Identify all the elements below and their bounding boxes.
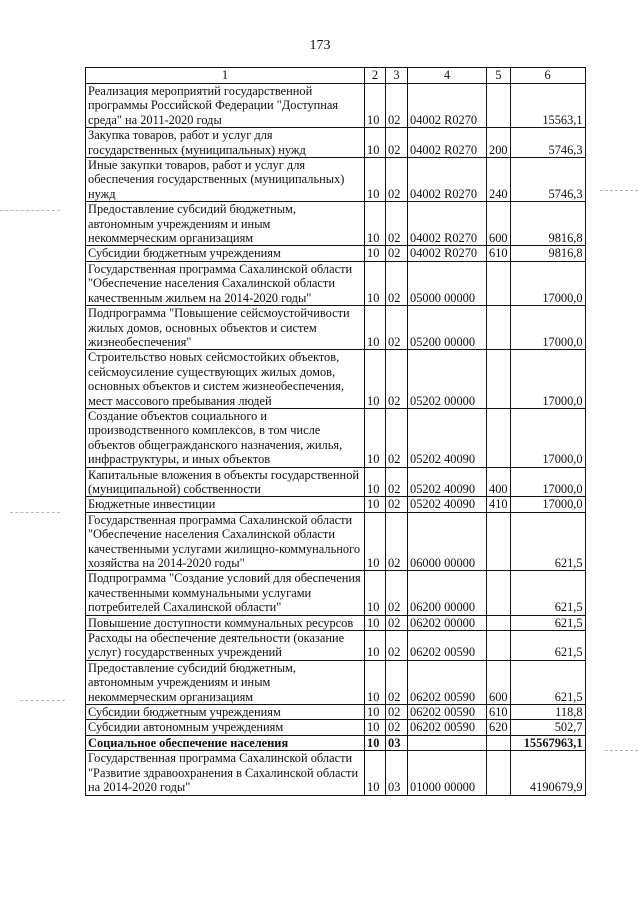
row-expense-type [487,615,511,630]
row-subsection: 02 [386,705,408,720]
table-row [86,408,586,467]
row-amount: 621,5 [510,512,585,571]
row-subsection: 02 [386,467,408,497]
row-expense-type: 600 [487,660,511,704]
row-expense-type [487,571,511,615]
row-description: Социальное обеспечение населения [86,735,365,750]
table-row [86,615,586,630]
row-amount: 17000,0 [510,306,585,350]
row-description: Субсидии бюджетным учреждениям [86,705,365,720]
row-subsection: 02 [386,615,408,630]
row-amount: 17000,0 [510,261,585,305]
row-target-article: 06000 00000 [408,512,487,571]
row-amount: 9816,8 [510,246,585,261]
scan-artifact [605,750,638,751]
header-col-4: 4 [408,68,487,84]
table-row [86,261,586,305]
row-subsection: 02 [386,631,408,661]
row-subsection: 02 [386,246,408,261]
table-body [86,84,586,796]
row-amount: 621,5 [510,631,585,661]
row-subsection: 03 [386,735,408,750]
row-expense-type [487,512,511,571]
row-target-article: 06202 00590 [408,631,487,661]
row-target-article: 05000 00000 [408,261,487,305]
row-description: Государственная программа Сахалинской области "Развитие здравоохранения в Сахалинской области на 2014-2020 годы" [86,751,365,795]
row-expense-type [487,751,511,795]
table-row [86,158,586,202]
row-section: 10 [365,261,386,305]
row-subsection: 02 [386,497,408,512]
row-subsection: 02 [386,512,408,571]
row-expense-type: 610 [487,705,511,720]
row-amount: 621,5 [510,571,585,615]
row-expense-type [487,306,511,350]
row-description: Предоставление субсидий бюджетным, автономным учреждениям и иным некоммерческим организациям [86,660,365,704]
table-row [86,350,586,409]
table-row [86,128,586,158]
row-subsection: 02 [386,408,408,467]
page-number: 173 [309,38,331,53]
row-target-article: 05200 00000 [408,306,487,350]
row-description: Предоставление субсидий бюджетным, автономным учреждениям и иным некоммерческим организациям [86,202,365,246]
row-expense-type: 610 [487,246,511,261]
row-amount: 118,8 [510,705,585,720]
row-expense-type: 600 [487,202,511,246]
row-amount: 15567963,1 [510,735,585,750]
scan-artifact [600,190,638,191]
scan-artifact [20,700,65,701]
table-row [86,202,586,246]
row-description: Создание объектов социального и производственного комплексов, в том числе объектов общегражданского назначения, жилья, инфраструктуры, и иных объектов [86,408,365,467]
row-target-article: 05202 00000 [408,350,487,409]
row-description: Закупка товаров, работ и услуг для государственных (муниципальных) нужд [86,128,365,158]
row-description: Субсидии автономным учреждениям [86,720,365,735]
row-amount: 621,5 [510,660,585,704]
scan-artifact [10,512,60,513]
row-subsection: 02 [386,128,408,158]
row-section: 10 [365,350,386,409]
row-expense-type [487,408,511,467]
row-expense-type: 620 [487,720,511,735]
row-section: 10 [365,306,386,350]
row-target-article: 05202 40090 [408,467,487,497]
header-col-5: 5 [487,68,511,84]
row-amount: 17000,0 [510,350,585,409]
row-subsection: 02 [386,720,408,735]
row-section: 10 [365,497,386,512]
header-col-3: 3 [386,68,408,84]
row-section: 10 [365,84,386,128]
table-row [86,306,586,350]
row-target-article: 04002 R0270 [408,202,487,246]
row-section: 10 [365,615,386,630]
row-target-article [408,735,487,750]
row-description: Капитальные вложения в объекты государственной (муниципальной) собственности [86,467,365,497]
row-subsection: 03 [386,751,408,795]
row-amount: 502,7 [510,720,585,735]
row-target-article: 06202 00590 [408,705,487,720]
row-description: Реализация мероприятий государственной программы Российской Федерации "Доступная среда" на 2011-2020 годы [86,84,365,128]
row-section: 10 [365,751,386,795]
row-amount: 17000,0 [510,408,585,467]
row-section: 10 [365,512,386,571]
row-section: 10 [365,571,386,615]
row-target-article: 04002 R0270 [408,84,487,128]
table-row [86,705,586,720]
row-section: 10 [365,705,386,720]
row-expense-type: 410 [487,497,511,512]
header-col-2: 2 [365,68,386,84]
row-expense-type: 400 [487,467,511,497]
row-subsection: 02 [386,350,408,409]
row-expense-type [487,735,511,750]
row-description: Государственная программа Сахалинской области "Обеспечение населения Сахалинской области качественными услугами жилищно-коммунального хозяйства на 2014-2020 годы" [86,512,365,571]
row-expense-type: 200 [487,128,511,158]
table-row [86,467,586,497]
row-description: Подпрограмма "Создание условий для обеспечения качественными коммунальными услугами потребителей Сахалинской области" [86,571,365,615]
row-amount: 17000,0 [510,497,585,512]
row-target-article: 01000 00000 [408,751,487,795]
row-section: 10 [365,408,386,467]
row-expense-type [487,350,511,409]
row-description: Бюджетные инвестиции [86,497,365,512]
row-description: Иные закупки товаров, работ и услуг для обеспечения государственных (муниципальных) нужд [86,158,365,202]
row-section: 10 [365,660,386,704]
row-section: 10 [365,720,386,735]
row-description: Расходы на обеспечение деятельности (оказание услуг) государственных учреждений [86,631,365,661]
table-header-row [86,68,586,84]
header-col-1: 1 [86,68,365,84]
row-amount: 5746,3 [510,128,585,158]
row-section: 10 [365,128,386,158]
row-expense-type [487,631,511,661]
row-section: 10 [365,202,386,246]
header-col-6: 6 [510,68,585,84]
row-target-article: 04002 R0270 [408,128,487,158]
row-amount: 4190679,9 [510,751,585,795]
row-expense-type: 240 [487,158,511,202]
table-row [86,571,586,615]
row-section: 10 [365,158,386,202]
row-subsection: 02 [386,660,408,704]
row-target-article: 06200 00000 [408,571,487,615]
row-subsection: 02 [386,158,408,202]
row-subsection: 02 [386,571,408,615]
row-subsection: 02 [386,202,408,246]
table-row [86,660,586,704]
row-target-article: 05202 40090 [408,497,487,512]
row-subsection: 02 [386,84,408,128]
table-row [86,497,586,512]
row-expense-type [487,84,511,128]
row-target-article: 06202 00000 [408,615,487,630]
row-description: Подпрограмма "Повышение сейсмоустойчивости жилых домов, основных объектов и систем жизнеобеспечения" [86,306,365,350]
row-section: 10 [365,467,386,497]
scan-artifact [0,210,60,211]
row-amount: 9816,8 [510,202,585,246]
row-target-article: 06202 00590 [408,720,487,735]
row-target-article: 04002 R0270 [408,246,487,261]
row-section: 10 [365,631,386,661]
row-description: Строительство новых сейсмостойких объектов, сейсмоусиление существующих жилых домов, основных объектов и систем жизнеобеспечения, мест массового пребывания людей [86,350,365,409]
row-description: Повышение доступности коммунальных ресурсов [86,615,365,630]
table-row [86,720,586,735]
row-amount: 17000,0 [510,467,585,497]
row-expense-type [487,261,511,305]
row-section: 10 [365,246,386,261]
row-subsection: 02 [386,306,408,350]
table-row [86,84,586,128]
row-target-article: 04002 R0270 [408,158,487,202]
table-row [86,631,586,661]
row-target-article: 05202 40090 [408,408,487,467]
table-row [86,751,586,795]
table-row [86,246,586,261]
row-description: Субсидии бюджетным учреждениям [86,246,365,261]
table-row [86,512,586,571]
row-amount: 5746,3 [510,158,585,202]
row-target-article: 06202 00590 [408,660,487,704]
row-amount: 15563,1 [510,84,585,128]
budget-table [85,67,586,796]
row-description: Государственная программа Сахалинской области "Обеспечение населения Сахалинской области качественным жильем на 2014-2020 годы" [86,261,365,305]
table-row [86,735,586,750]
row-amount: 621,5 [510,615,585,630]
row-section: 10 [365,735,386,750]
row-subsection: 02 [386,261,408,305]
